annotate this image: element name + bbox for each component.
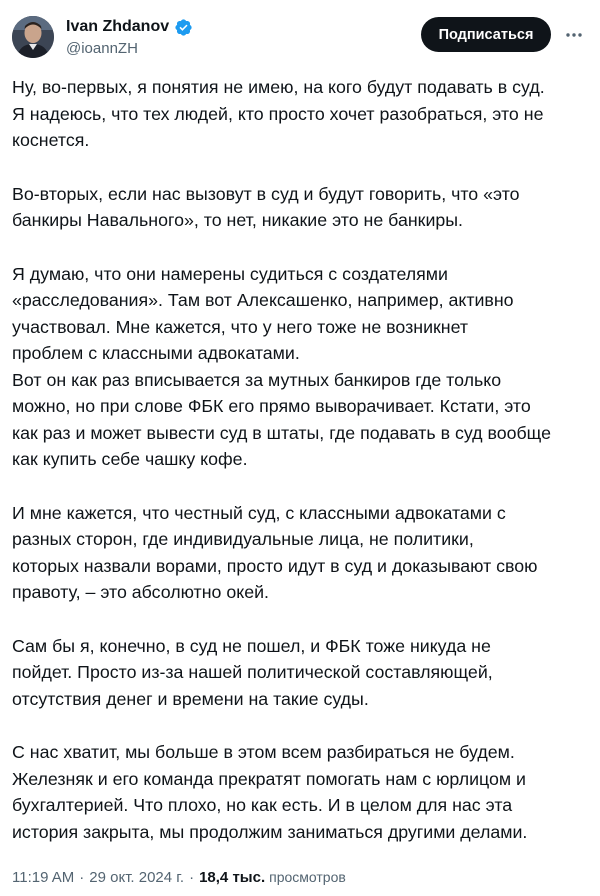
tweet-line: правоту, – это абсолютно окей.	[12, 582, 269, 602]
tweet-line: Ну, во-первых, я понятия не имею, на кого будут подавать в суд.	[12, 77, 545, 97]
tweet-line: пойдет. Просто из-за нашей политической составляющей,	[12, 662, 493, 682]
subscribe-button[interactable]: Подписаться	[421, 17, 551, 52]
tweet-line: как купить себе чашку кофе.	[12, 449, 248, 469]
tweet-line: С нас хватит, мы больше в этом всем разбираться не будем.	[12, 742, 515, 762]
tweet-line: бухгалтерией. Что плохо, но как есть. И в целом для нас эта	[12, 795, 513, 815]
tweet-line: Вот он как раз вписывается за мутных банкиров где только	[12, 369, 502, 390]
author-handle[interactable]: @ioannZH	[66, 40, 138, 57]
tweet-line: Я надеюсь, что тех людей, кто просто хочет разобраться, это не	[12, 103, 544, 124]
tweet-header	[0, 0, 600, 74]
tweet-paragraph	[12, 74, 592, 154]
tweet-paragraph	[12, 261, 592, 473]
views-count[interactable]: 18,4 тыс.	[199, 868, 266, 886]
meta-separator: ·	[79, 868, 85, 886]
tweet-paragraph	[12, 181, 592, 234]
tweet-line: можно, но при слове ФБК его прямо выворачивает. Кстати, это	[12, 396, 531, 416]
tweet-paragraph	[12, 633, 592, 713]
tweet-line: И мне кажется, что честный суд, с классными адвокатами с	[12, 502, 506, 523]
tweet-text	[12, 74, 592, 872]
tweet-line: «расследования». Там вот Алексашенко, например, активно	[12, 290, 514, 310]
tweet-line: разных сторон, где индивидуальные лица, не политики,	[12, 529, 474, 549]
tweet-line: банкиры Навального», то нет, никакие это не банкиры.	[12, 210, 463, 230]
more-options-button[interactable]	[561, 22, 587, 48]
tweet-line: как раз и может вывести суд в штаты, где подавать в суд вообще	[12, 422, 551, 443]
tweet-line: коснется.	[12, 130, 90, 150]
tweet-line: Во-вторых, если нас вызовут в суд и будут говорить, что «это	[12, 183, 520, 204]
tweet-line: которых назвали ворами, просто идут в суд и доказывают свою	[12, 555, 538, 576]
tweet-line: Сам бы я, конечно, в суд не пошел, и ФБК тоже никуда не	[12, 635, 491, 656]
author-display-name[interactable]: Ivan Zhdanov	[66, 18, 170, 35]
tweet-line: Я думаю, что они намерены судиться с создателями	[12, 263, 448, 284]
tweet-line: Железняк и его команда прекратят помогать нам с юрлицом и	[12, 768, 526, 789]
tweet-paragraph	[12, 739, 592, 845]
meta-separator: ·	[189, 868, 195, 886]
author-name-row	[66, 16, 193, 38]
tweet-line: отсутствия денег и времени на такие суды.	[12, 688, 369, 709]
tweet-paragraph	[12, 500, 592, 606]
tweet-meta	[12, 866, 346, 888]
tweet-line: история закрыта, мы продолжим заниматься другими делами.	[12, 821, 528, 842]
more-dots-icon	[564, 25, 584, 45]
verified-badge-icon	[174, 18, 193, 37]
tweet-line: участвовал. Мне кажется, что у него тоже не возникнет	[12, 316, 469, 337]
tweet-date[interactable]: 29 окт. 2024 г.	[89, 868, 185, 886]
avatar-image	[12, 16, 54, 58]
tweet-time[interactable]: 11:19 AM	[12, 868, 75, 886]
views-label: просмотров	[269, 869, 346, 885]
tweet-line: проблем с классными адвокатами.	[12, 343, 300, 363]
avatar[interactable]	[12, 16, 54, 58]
